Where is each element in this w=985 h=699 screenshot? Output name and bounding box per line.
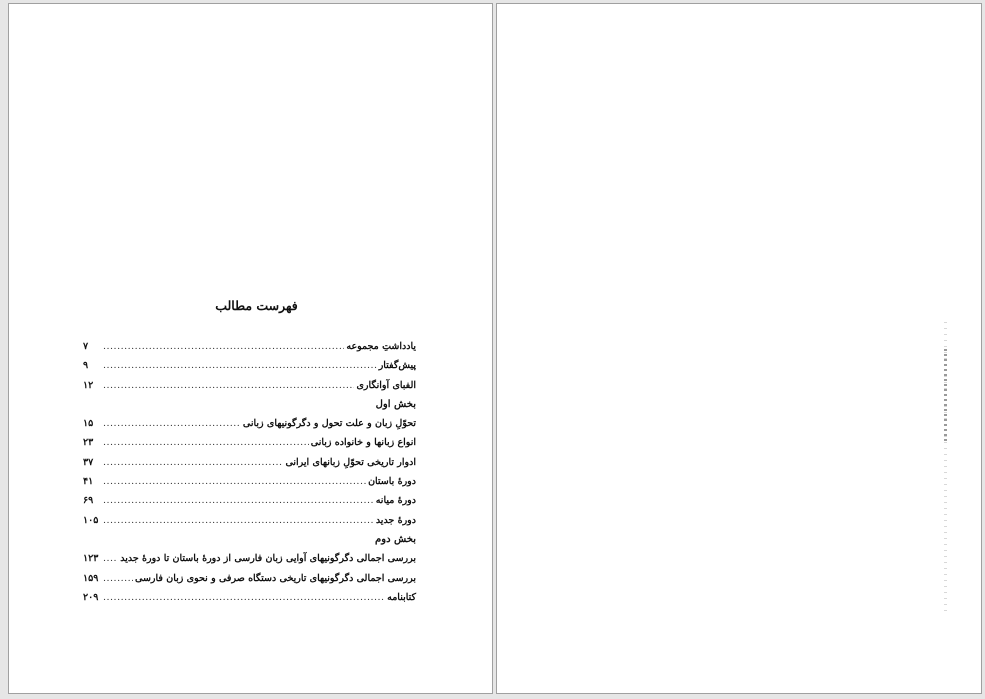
toc-page-number: ۳۷	[83, 456, 94, 468]
table-of-contents	[83, 337, 416, 607]
toc-dot-leader	[103, 337, 344, 356]
toc-entry-label: یادداشتِ مجموعه	[346, 341, 416, 352]
toc-page-number: ۷	[83, 341, 89, 352]
toc-entry-label: دورهٔ میانه	[375, 495, 416, 507]
toc-entry	[83, 433, 416, 452]
toc-dot-leader	[103, 472, 366, 491]
toc-page-number: ۱۲۳	[83, 553, 99, 565]
toc-dot-leader	[103, 491, 374, 510]
toc-entry	[83, 337, 416, 356]
toc-entry	[83, 491, 416, 510]
toc-page-number: ۹	[83, 360, 89, 372]
toc-page-number: ۲۳	[83, 437, 94, 449]
toc-entry	[83, 549, 416, 568]
toc-entry-label: پیش‌گفتار	[378, 360, 416, 372]
toc-entry-label: بررسی اجمالی دگرگونیهای تاریخی دستگاه صرفی و نحوی زبان فارسی	[135, 572, 416, 584]
page-left	[8, 3, 493, 694]
toc-dot-leader	[103, 569, 133, 588]
toc-entry-label: ادوار تاریخی تحوّلِ زبانهای ایرانی	[285, 456, 416, 468]
toc-dot-leader	[103, 453, 283, 472]
toc-page-number: ۱۵۹	[83, 572, 99, 584]
toc-dot-leader	[103, 511, 374, 530]
toc-page-number: ۱۵	[83, 418, 94, 430]
toc-section-heading: بخش دوم	[375, 533, 416, 545]
toc-dot-leader	[103, 414, 241, 433]
toc-section-heading: بخش اول	[375, 398, 416, 410]
toc-entry	[83, 453, 416, 472]
toc-entry-label: دورهٔ جدید	[375, 514, 416, 526]
toc-dot-leader	[103, 433, 309, 452]
toc-entry-label: الفبای آوانگاری	[356, 379, 416, 391]
toc-page-number: ۱۰۵	[83, 514, 99, 526]
toc-page-number: ۴۱	[83, 476, 94, 488]
toc-entry	[83, 569, 416, 588]
toc-page-number: ۶۹	[83, 495, 94, 507]
toc-dot-leader	[103, 549, 118, 568]
toc-entry	[83, 511, 416, 530]
toc-entry	[83, 376, 416, 395]
toc-entry-label: دورهٔ باستان	[368, 476, 416, 488]
toc-dot-leader	[103, 376, 354, 395]
toc-entry	[83, 356, 416, 375]
toc-entry-label: بررسی اجمالی دگرگونیهای آوایی زبان فارسی از دورهٔ باستان تا دورهٔ جدید	[120, 553, 416, 565]
toc-entry-label: کتابنامه	[387, 591, 416, 603]
toc-entry-label: انواع زبانها و خانواده زبانی	[310, 437, 416, 449]
toc-entry	[83, 414, 416, 433]
toc-page-number: ۲۰۹	[83, 591, 99, 603]
toc-entry	[83, 472, 416, 491]
toc-page-number: ۱۲	[83, 379, 94, 391]
toc-entry-label: تحوّلِ زبان و علت تحول و دگرگونیهای زبانی	[242, 418, 416, 430]
toc-title: فهرست مطالب	[215, 298, 298, 313]
toc-dot-leader	[103, 588, 385, 607]
page-right	[496, 3, 982, 694]
bleed-through-marks-dark	[944, 349, 947, 444]
toc-entry	[83, 588, 416, 607]
toc-dot-leader	[103, 356, 377, 375]
